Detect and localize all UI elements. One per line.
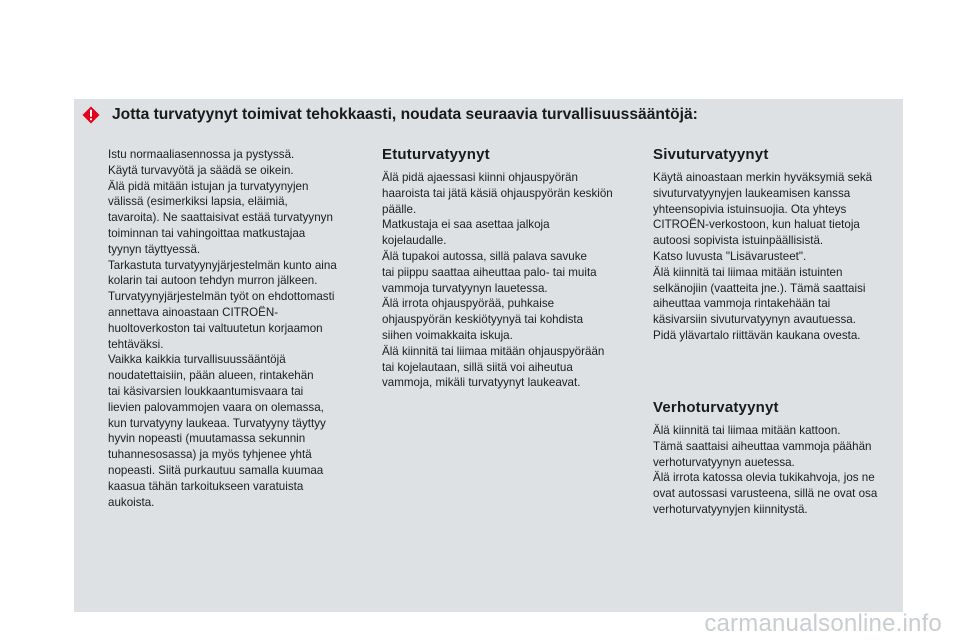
text-line: Tarkastuta turvatyynyjärjestelmän kunto aina [108, 258, 337, 272]
text-line: Tämä saattaisi aiheuttaa vammoja päähän [653, 439, 872, 453]
text-line: CITROËN-verkostoon, kun haluat tietoja [653, 218, 860, 232]
text-line: verhoturvatyynyjen kiinnitystä. [653, 502, 808, 516]
text-line: vammoja, mikäli turvatyynyt laukeavat. [382, 376, 581, 390]
text-line: käsivarsiin sivuturvatyynyn avautuessa. [653, 313, 856, 327]
side-airbags-title: Sivuturvatyynyt [653, 146, 769, 163]
text-line: Vaikka kaikkia turvallisuussääntöjä [108, 353, 286, 367]
text-line: Käytä ainoastaan merkin hyväksymiä sekä [653, 171, 873, 184]
text-line: Älä kiinnitä tai liimaa mitään istuinten [653, 265, 843, 279]
text-line: päälle. [382, 202, 417, 216]
text-line: kaasua tähän tarkoitukseen varatuista [108, 479, 304, 493]
side-airbags-text [653, 170, 903, 344]
text-line: kolarin tai autoon tehdyn murron jälkeen. [108, 274, 318, 288]
text-line: nopeasti. Siitä purkautuu samalla kuumaa [108, 463, 324, 477]
text-line: hyvin nopeasti (muutamassa sekunnin [108, 432, 306, 446]
text-line: tehtäväksi. [108, 337, 164, 351]
text-line: Matkustaja ei saa asettaa jalkoja [382, 218, 550, 232]
curtain-airbags-text [653, 423, 903, 518]
text-line: Älä irrota ohjauspyörää, puhkaise [382, 297, 555, 311]
text-line: aukoista. [108, 495, 155, 509]
front-airbags-column [382, 145, 632, 391]
text-line: tavaroita). Ne saattaisivat estää turvatyynyn [108, 211, 333, 225]
text-line: annettava ainoastaan CITROËN- [108, 305, 279, 319]
text-line: Älä kiinnitä tai liimaa mitään kattoon. [653, 424, 841, 437]
text-line: Älä pidä mitään istujan ja turvatyynyjen [108, 179, 309, 193]
text-line: verhoturvatyynyn auetessa. [653, 455, 795, 469]
text-line: tyynyn täyttyessä. [108, 242, 201, 256]
text-line: tuhannesosassa) ja myös tyhjenee yhtä [108, 448, 312, 462]
text-line: Pidä ylävartalo riittävän kaukana ovesta. [653, 328, 861, 342]
text-line: ohjauspyörän keskiötyynyä tai kohdista [382, 313, 584, 327]
text-line: Älä irrota katossa olevia tukikahvoja, jos ne [653, 471, 875, 485]
text-line: aiheuttaa vammoja rintakehään tai [653, 297, 831, 311]
text-line: kun turvatyyny laukeaa. Turvatyyny täyttyy [108, 416, 326, 430]
text-line: Älä pidä ajaessasi kiinni ohjauspyörän [382, 171, 578, 184]
front-airbags-title: Etuturvatyynyt [382, 146, 490, 163]
text-line: Älä tupakoi autossa, sillä palava savuke [382, 249, 587, 263]
text-line: autoosi sopivista istuinpäällisistä. [653, 234, 824, 248]
text-line: huoltoverkoston tai valtuutetun korjaamon [108, 321, 323, 335]
text-line: toiminnan tai vahingoittaa matkustajaa [108, 226, 306, 240]
curtain-airbags-title: Verhoturvatyynyt [653, 399, 779, 416]
text-line: Katso luvusta "Lisävarusteet". [653, 249, 807, 263]
text-line: lievien palovammojen vaara on olemassa, [108, 400, 324, 414]
text-line: haaroista tai jätä käsiä ohjauspyörän keskiön [382, 186, 613, 200]
text-line: tai piippu saattaa aiheuttaa palo- tai muita [382, 265, 597, 279]
text-line: siihen voimakkaita iskuja. [382, 328, 513, 342]
text-line: tai käsivarsien loukkaantumisvaara tai [108, 384, 304, 398]
text-line: noudatettaisiin, pään alueen, rintakehän [108, 369, 314, 383]
text-line: Istu normaaliasennossa ja pystyssä. [108, 148, 295, 161]
text-line: yhteensopivia istuinsuojia. Ota yhteys [653, 202, 847, 216]
side-airbags-column [653, 145, 903, 344]
watermark: carmanualsonline.info [704, 610, 942, 637]
text-line: vammoja turvatyynyn lauetessa. [382, 281, 548, 295]
text-line: välissä (esimerkiksi lapsia, eläimiä, [108, 195, 288, 209]
exclamation-warning-icon [82, 106, 100, 124]
text-line: Turvatyynyjärjestelmän työt on ehdottomasti [108, 290, 335, 304]
curtain-airbags-column [653, 398, 903, 518]
text-line: Käytä turvavyötä ja säädä se oikein. [108, 163, 294, 177]
general-rules-column [108, 147, 358, 510]
text-line: ovat autossasi varusteena, sillä ne ovat osa [653, 487, 878, 501]
text-line: kojelaudalle. [382, 234, 447, 248]
safety-rules-heading: Jotta turvatyynyt toimivat tehokkaasti, noudata seuraavia turvallisuussääntöjä: [112, 106, 698, 123]
text-line: Älä kiinnitä tai liimaa mitään ohjauspyörään [382, 344, 605, 358]
front-airbags-text [382, 170, 632, 391]
text-line: sivuturvatyynyjen laukeamisen kanssa [653, 186, 851, 200]
text-line: selkänojiin (vaatteita jne.). Tämä saattaisi [653, 281, 866, 295]
text-line: tai kojelautaan, sillä siitä voi aiheutua [382, 360, 573, 374]
